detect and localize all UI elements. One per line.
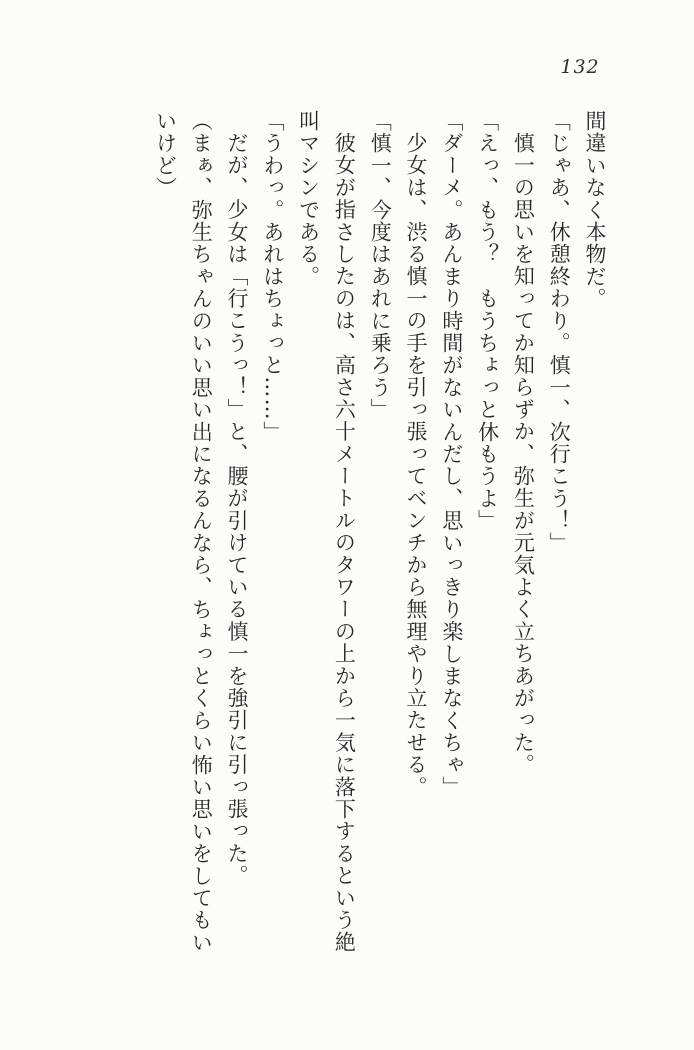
- paragraph-narration: 少女は、渋る慎一の手を引っ張ってベンチから無理やり立たせる。: [404, 132, 429, 798]
- paragraph-narration: だが、少女は「行こうっ！」と、腰が引けている慎一を強引に引っ張った。: [225, 132, 250, 887]
- paragraph-dialogue: 「じゃあ、休憩終わり。慎一、次行こう！」: [547, 110, 572, 554]
- paragraph-inner-thought: （まぁ、弥生ちゃんのいい思い出になるんなら、ちょっとくらい怖い思いをしてもいいけど）: [153, 110, 214, 954]
- paragraph-narration: 彼女が指さしたのは、高さ六十メートルのタワーの上から一気に落下するという絶叫マシンである。: [296, 110, 357, 954]
- paragraph-dialogue: 「うわっ。あれはちょっと……」: [260, 110, 285, 443]
- page-number: 132: [560, 56, 600, 78]
- paragraph-dialogue: 「えっ、もう？ もうちょっと休もうよ」: [475, 110, 500, 532]
- paragraph-dialogue: 「慎一、今度はあれに乗ろう」: [368, 110, 393, 421]
- paragraph-narration: 間違いなく本物だ。: [583, 110, 607, 310]
- paragraph-narration: 慎一の思いを知ってか知らずか、弥生が元気よく立ちあがった。: [511, 132, 536, 776]
- paragraph-dialogue: 「ダーメ。あんまり時間がないんだし、思いっきり楽しまなくちゃ」: [439, 110, 464, 799]
- vertical-text-block: [147, 110, 612, 958]
